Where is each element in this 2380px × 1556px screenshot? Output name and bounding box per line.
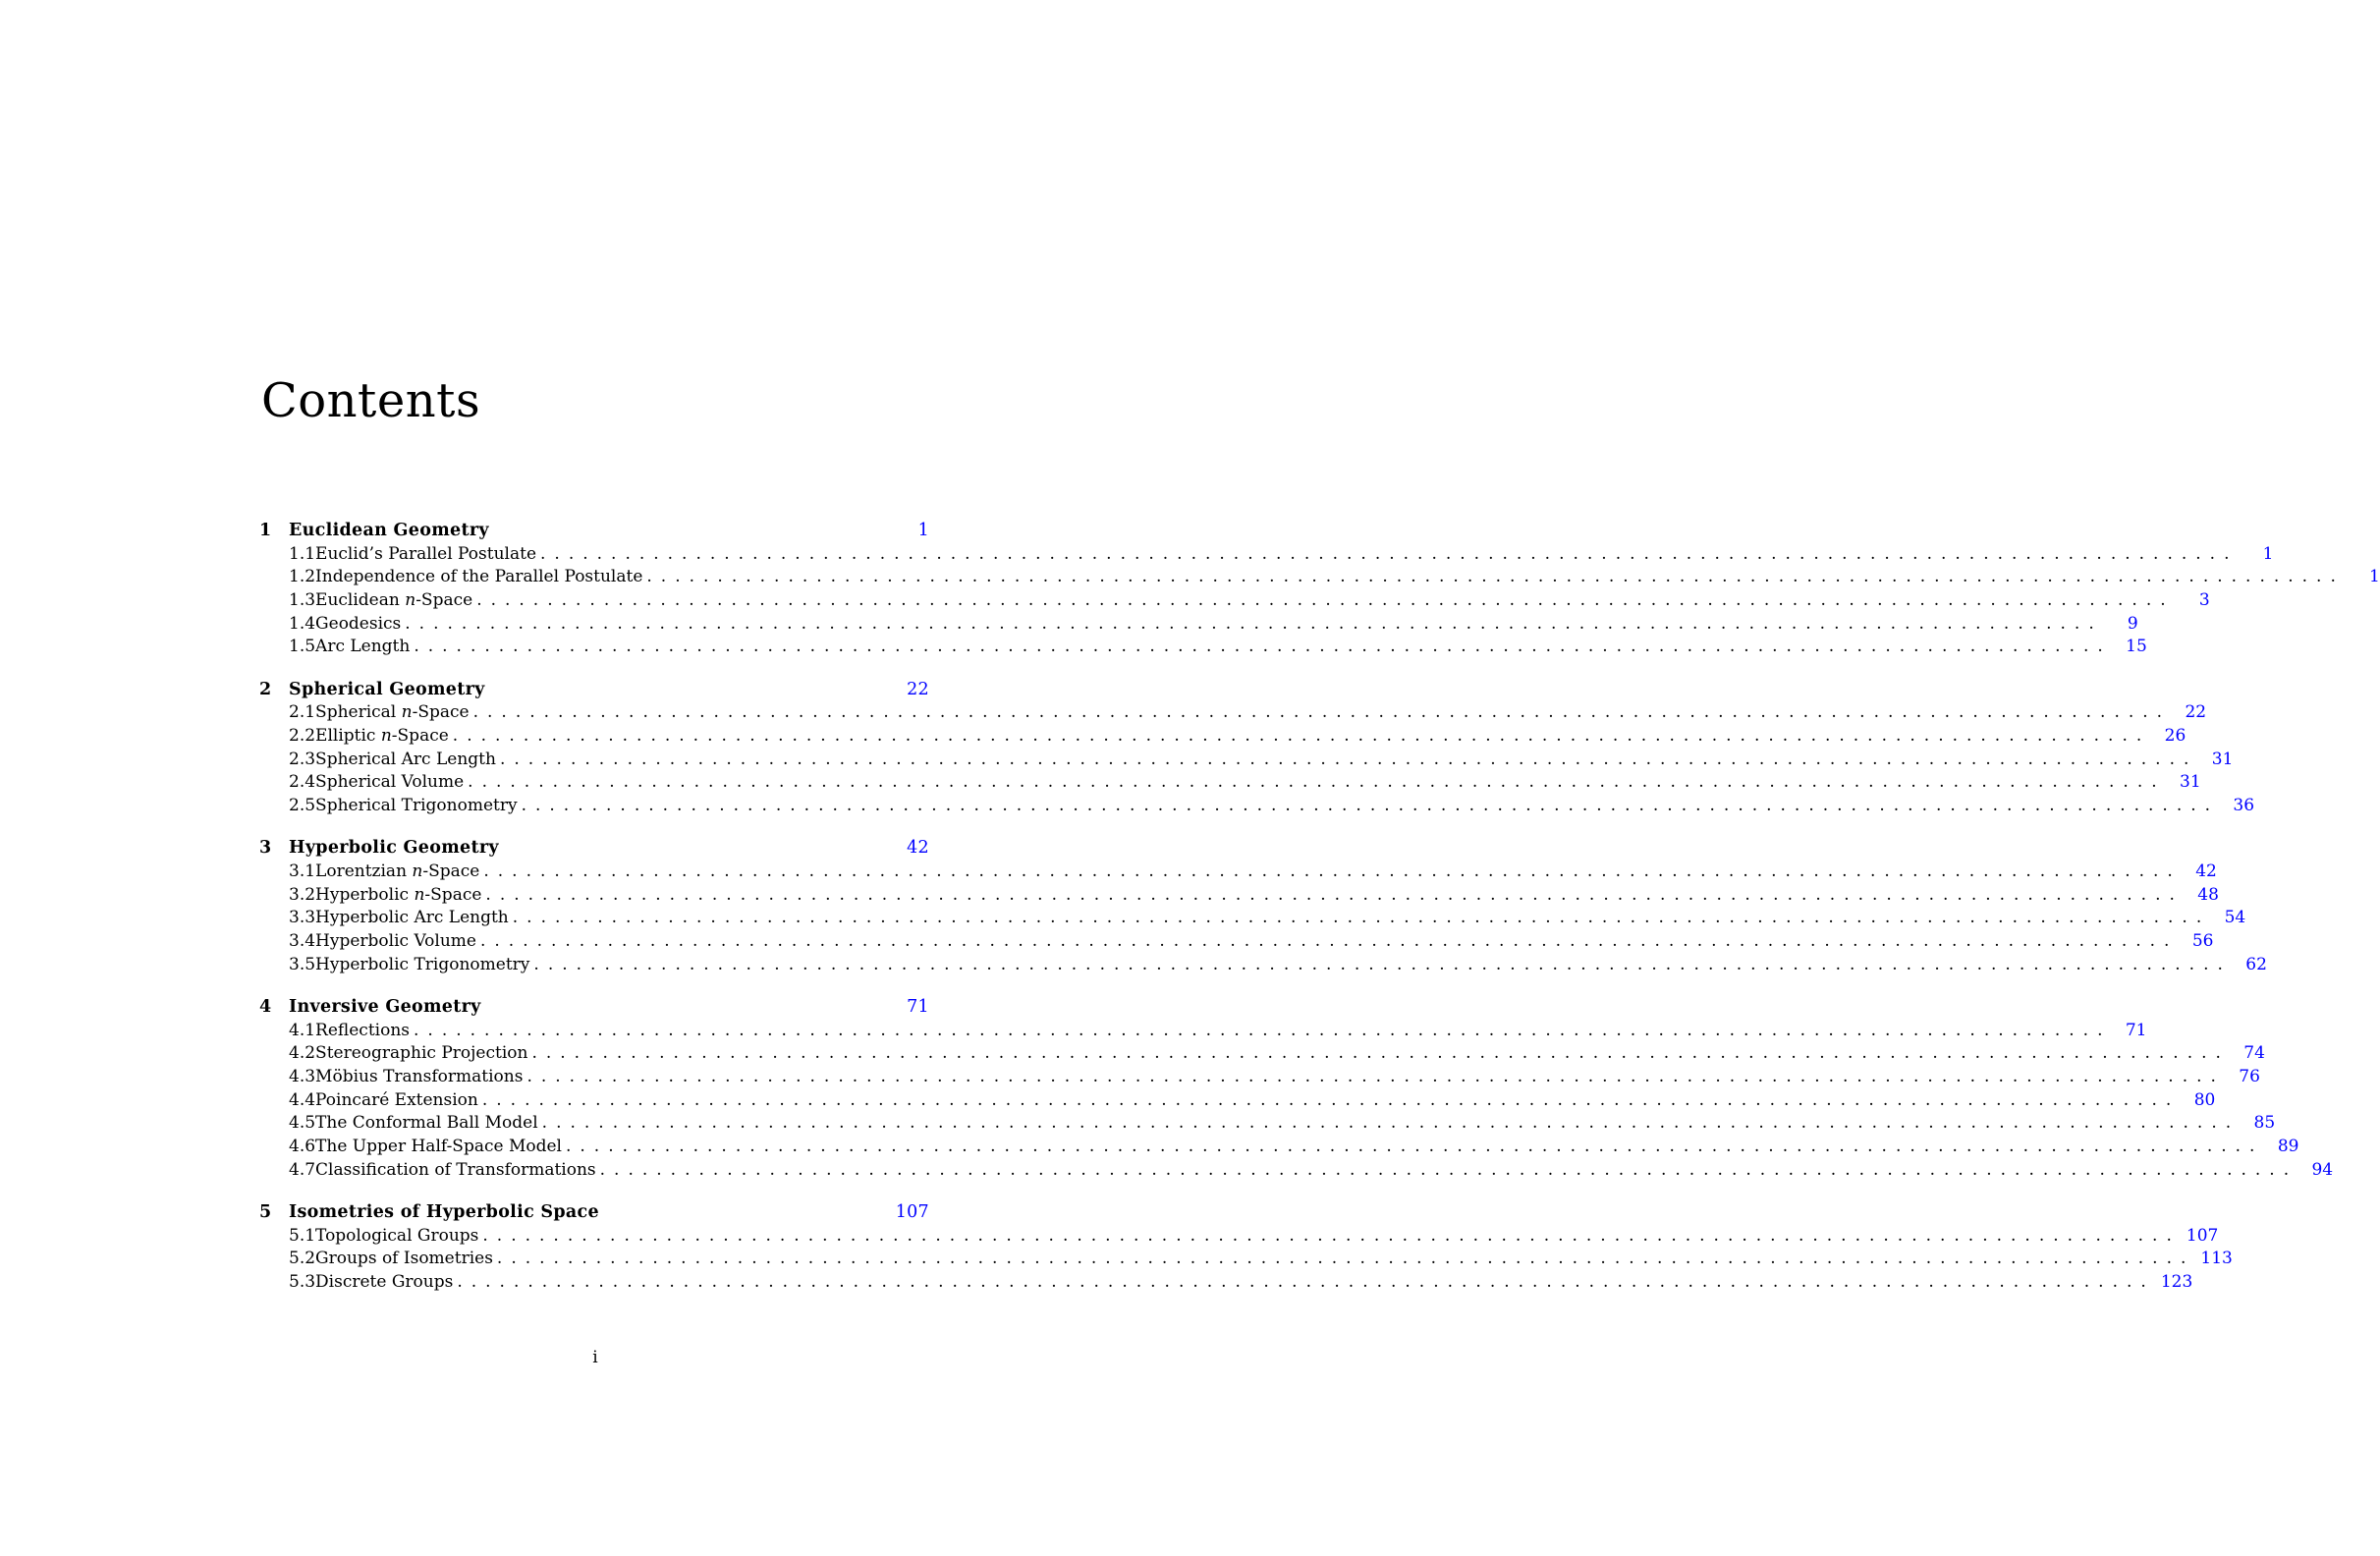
section-page-link[interactable]: 22 — [2185, 702, 2207, 723]
dot-leader: ........................................................................................................................ — [452, 726, 2151, 746]
dot-leader: ........................................................................................................................ — [414, 1020, 2112, 1040]
dot-leader: ........................................................................................................................ — [414, 637, 2112, 657]
toc-section-entry[interactable] — [259, 1066, 2260, 1089]
toc-section-entry[interactable] — [259, 636, 2147, 659]
section-title: Reflections — [315, 1020, 414, 1043]
section-page-link[interactable]: 85 — [2253, 1113, 2276, 1134]
toc-section-entry[interactable] — [259, 1042, 2265, 1066]
section-title: Möbius Transformations — [315, 1066, 526, 1089]
toc-section-entry[interactable] — [259, 771, 2201, 795]
section-page-link[interactable]: 94 — [2311, 1159, 2334, 1180]
toc-chapter — [259, 996, 2334, 1183]
toc-chapter-entry[interactable] — [259, 1201, 929, 1225]
dot-leader: ........................................................................................................................ — [531, 1043, 2230, 1064]
section-page-link[interactable]: 56 — [2191, 931, 2214, 951]
dot-leader: ........................................................................................................................ — [405, 613, 2103, 634]
dot-leader: ........................................................................................................................ — [472, 702, 2172, 723]
section-number: 4.5 — [289, 1113, 316, 1134]
dot-leader: ........................................................................................................................ — [485, 884, 2184, 905]
section-number: 4.6 — [289, 1137, 316, 1156]
chapter-title: Isometries of Hyperbolic Space — [289, 1201, 599, 1222]
chapter-number: 3 — [259, 838, 272, 859]
dot-leader: ........................................................................................................................ — [481, 1089, 2181, 1110]
toc-section-entry[interactable] — [259, 1112, 2276, 1136]
section-page-link[interactable]: 123 — [2160, 1271, 2193, 1292]
section-page-link[interactable]: 71 — [2125, 1020, 2147, 1040]
section-number: 4.1 — [289, 1020, 316, 1040]
section-title: Discrete Groups — [315, 1271, 457, 1295]
section-number: 2.5 — [289, 796, 316, 816]
chapter-page-link[interactable]: 107 — [895, 1201, 929, 1222]
section-number: 1.3 — [289, 590, 316, 611]
section-title: Poincaré Extension — [315, 1089, 482, 1113]
section-page-link[interactable]: 3 — [2198, 590, 2210, 611]
section-number: 4.3 — [289, 1066, 316, 1086]
section-number: 3.4 — [289, 931, 316, 951]
dot-leader: ........................................................................................................................ — [468, 772, 2166, 793]
section-title: Euclidean n-Space — [315, 589, 476, 613]
toc-section-entry[interactable] — [259, 954, 2267, 977]
section-number: 3.5 — [289, 954, 316, 974]
section-page-link[interactable]: 1 — [2369, 567, 2380, 587]
section-title: Spherical Arc Length — [315, 749, 500, 772]
section-number: 2.2 — [289, 726, 316, 746]
section-number: 2.3 — [289, 749, 316, 769]
toc-section-entry[interactable] — [259, 795, 2255, 818]
section-number: 4.7 — [289, 1159, 316, 1180]
section-page-link[interactable]: 1 — [2262, 543, 2274, 564]
section-title: Elliptic n-Space — [315, 725, 453, 749]
dot-leader: ........................................................................................................................ — [646, 567, 2345, 587]
section-page-link[interactable]: 15 — [2126, 637, 2147, 657]
section-page-link[interactable]: 74 — [2243, 1043, 2265, 1064]
toc-chapter-entry[interactable] — [259, 996, 929, 1020]
dot-leader: ........................................................................................................................ — [541, 1113, 2241, 1134]
section-number: 1.2 — [289, 567, 316, 587]
toc-section-entry[interactable] — [259, 725, 2186, 749]
dot-leader: ........................................................................................................................ — [496, 1249, 2195, 1269]
toc-section-entry[interactable] — [259, 1225, 2219, 1249]
chapter-title: Euclidean Geometry — [289, 521, 489, 540]
chapter-title: Hyperbolic Geometry — [289, 838, 499, 859]
toc-section-entry[interactable] — [259, 861, 2217, 884]
chapter-page-link[interactable]: 1 — [917, 521, 929, 540]
section-title: Classification of Transformations — [315, 1159, 600, 1183]
toc-chapter — [259, 679, 2255, 818]
chapter-number: 4 — [259, 996, 272, 1017]
toc-section-entry[interactable] — [259, 613, 2138, 637]
toc-section-entry[interactable] — [259, 907, 2246, 930]
section-number: 5.3 — [289, 1271, 316, 1292]
toc-section-entry[interactable] — [259, 566, 2380, 589]
section-title: Stereographic Projection — [315, 1042, 531, 1066]
toc-chapter — [259, 837, 2267, 976]
section-title: The Conformal Ball Model — [315, 1112, 542, 1136]
section-title: Hyperbolic Trigonometry — [315, 954, 533, 977]
section-title: Hyperbolic Arc Length — [315, 907, 513, 930]
dot-leader: ........................................................................................................................ — [479, 931, 2179, 951]
toc-chapter-entry[interactable] — [259, 520, 929, 543]
toc-section-entry[interactable] — [259, 1159, 2334, 1183]
dot-leader: ........................................................................................................................ — [533, 954, 2232, 974]
dot-leader: ........................................................................................................................ — [483, 861, 2182, 881]
section-page-link[interactable]: 89 — [2277, 1137, 2299, 1156]
toc-section-entry[interactable] — [259, 1248, 2233, 1271]
section-title: Arc Length — [315, 636, 414, 659]
toc-chapter-entry[interactable] — [259, 837, 929, 861]
section-title: Geodesics — [315, 613, 405, 637]
toc-section-entry[interactable] — [259, 1020, 2147, 1043]
table-of-contents — [259, 520, 2380, 1313]
section-title: The Upper Half-Space Model — [315, 1136, 566, 1159]
section-title: Hyperbolic n-Space — [315, 884, 485, 908]
toc-section-entry[interactable] — [259, 543, 2274, 567]
section-title: Topological Groups — [315, 1225, 482, 1249]
toc-chapter — [259, 1201, 2233, 1295]
section-number: 3.3 — [289, 908, 316, 928]
section-page-link[interactable]: 31 — [2180, 772, 2201, 793]
chapter-title: Spherical Geometry — [289, 679, 485, 699]
section-title: Euclid’s Parallel Postulate — [315, 543, 540, 567]
section-number: 1.4 — [289, 613, 316, 634]
section-number: 4.2 — [289, 1043, 316, 1064]
dot-leader: ........................................................................................................................ — [540, 543, 2239, 564]
section-title: Spherical Trigonometry — [315, 795, 522, 818]
toc-section-entry[interactable] — [259, 930, 2214, 954]
section-page-link[interactable]: 76 — [2239, 1066, 2260, 1086]
section-number: 1.5 — [289, 637, 316, 657]
chapter-number: 5 — [259, 1201, 272, 1222]
dot-leader: ........................................................................................................................ — [512, 908, 2211, 928]
dot-leader: ........................................................................................................................ — [565, 1137, 2264, 1156]
chapter-page-link[interactable]: 42 — [907, 838, 929, 859]
dot-leader: ........................................................................................................................ — [521, 796, 2220, 816]
page-title: Contents — [261, 373, 481, 428]
toc-section-entry[interactable] — [259, 589, 2210, 613]
section-title: Spherical n-Space — [315, 701, 473, 725]
section-page-link[interactable]: 36 — [2233, 796, 2255, 816]
section-title: Hyperbolic Volume — [315, 930, 480, 954]
section-page-link[interactable]: 48 — [2197, 884, 2219, 905]
section-title: Groups of Isometries — [315, 1248, 497, 1271]
section-title: Lorentzian n-Space — [315, 861, 483, 884]
chapter-title: Inversive Geometry — [289, 996, 481, 1017]
section-number: 2.1 — [289, 702, 316, 723]
section-page-link[interactable]: 107 — [2186, 1225, 2219, 1246]
section-number: 2.4 — [289, 772, 316, 793]
section-number: 5.1 — [289, 1225, 316, 1246]
toc-section-entry[interactable] — [259, 749, 2234, 772]
section-number: 5.2 — [289, 1249, 316, 1269]
section-page-link[interactable]: 31 — [2211, 749, 2234, 769]
section-number: 3.2 — [289, 884, 316, 905]
toc-section-entry[interactable] — [259, 1089, 2216, 1113]
section-number: 1.1 — [289, 543, 316, 564]
dot-leader: ........................................................................................................................ — [499, 749, 2198, 769]
section-title: Independence of the Parallel Postulate — [315, 566, 646, 589]
toc-chapter — [259, 520, 2380, 659]
section-page-link[interactable]: 62 — [2245, 954, 2267, 974]
section-page-link[interactable]: 42 — [2195, 861, 2217, 881]
section-page-link[interactable]: 80 — [2193, 1089, 2216, 1110]
section-page-link[interactable]: 113 — [2200, 1249, 2233, 1269]
section-page-link[interactable]: 54 — [2224, 908, 2246, 928]
toc-section-entry[interactable] — [259, 1271, 2193, 1295]
dot-leader: ........................................................................................................................ — [457, 1271, 2155, 1292]
dot-leader: ........................................................................................................................ — [526, 1066, 2225, 1086]
dot-leader: ........................................................................................................................ — [482, 1225, 2181, 1246]
section-number: 4.4 — [289, 1089, 316, 1110]
chapter-page-link[interactable]: 71 — [907, 996, 929, 1017]
section-number: 3.1 — [289, 861, 316, 881]
section-title: Spherical Volume — [315, 771, 468, 795]
chapter-page-link[interactable]: 22 — [907, 679, 929, 699]
chapter-number: 1 — [259, 521, 272, 540]
toc-section-entry[interactable] — [259, 701, 2207, 725]
page-number-footer: i — [592, 1348, 598, 1367]
section-page-link[interactable]: 9 — [2127, 613, 2138, 634]
section-page-link[interactable]: 26 — [2164, 726, 2186, 746]
dot-leader: ........................................................................................................................ — [476, 590, 2175, 611]
toc-section-entry[interactable] — [259, 1136, 2299, 1159]
dot-leader: ........................................................................................................................ — [599, 1159, 2298, 1180]
chapter-number: 2 — [259, 679, 272, 699]
toc-chapter-entry[interactable] — [259, 679, 929, 702]
toc-section-entry[interactable] — [259, 884, 2219, 908]
